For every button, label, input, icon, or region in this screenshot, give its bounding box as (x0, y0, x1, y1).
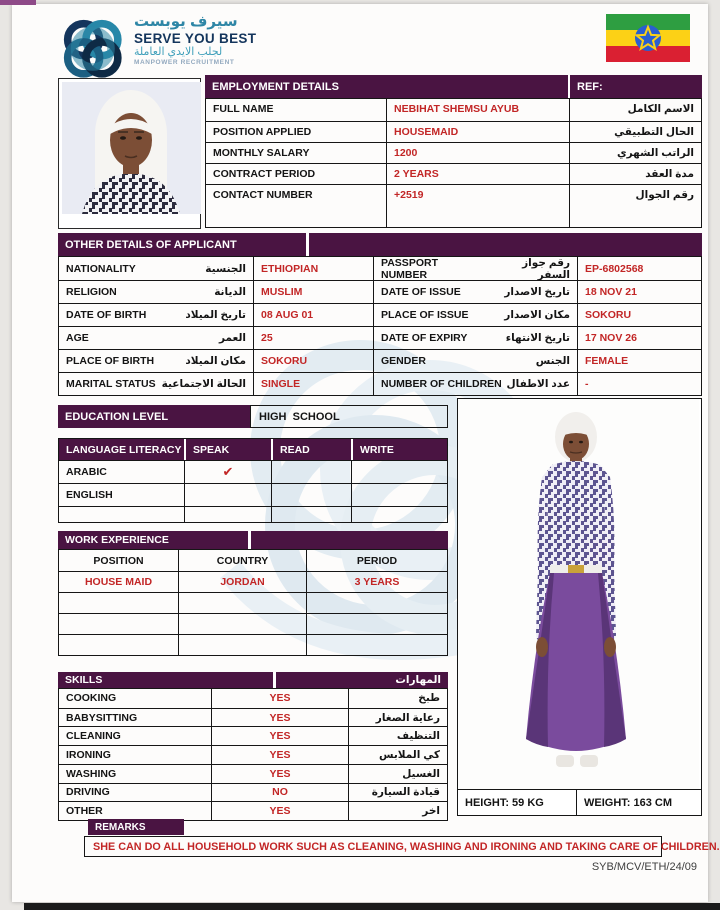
work-experience-header (58, 531, 448, 549)
column-header: WRITE (351, 439, 447, 460)
skill-value: NO (211, 783, 348, 802)
field-label-arabic: مدة العقد (569, 163, 701, 184)
field-value: - (577, 372, 701, 395)
skills-header (58, 672, 448, 688)
speak-checkmark: ✔ (184, 460, 271, 483)
field-value: FEMALE (577, 349, 701, 372)
skill-value: YES (211, 745, 348, 764)
skill-value: YES (211, 801, 348, 820)
field-value: SOKORU (577, 303, 701, 326)
agency-logo-icon (54, 10, 130, 86)
skill-name: CLEANING (59, 726, 211, 745)
field-value: EP-6802568 (577, 257, 701, 280)
field-value: 1200 (386, 142, 569, 163)
language-name: ARABIC (59, 460, 184, 483)
field-value: ETHIOPIAN (253, 257, 373, 280)
column-header: POSITION (93, 554, 144, 567)
field-value: 25 (253, 326, 373, 349)
ethiopia-flag-icon (606, 14, 690, 62)
read-cell (271, 483, 351, 506)
period-cell (306, 634, 447, 655)
other-details-header (58, 233, 702, 256)
field-label: DATE OF EXPIRY تاريخ الانتهاء (373, 326, 577, 349)
column-header: COUNTRY (178, 550, 306, 571)
field-label: CONTACT NUMBER (206, 184, 386, 227)
education-level-value: HIGH SCHOOL (250, 405, 448, 428)
field-label: NATIONALITY الجنسية (66, 262, 246, 275)
skill-name: BABYSITTING (59, 708, 211, 727)
remarks-text-box (84, 836, 720, 857)
field-label: MARITAL STATUS الحالة الاجتماعية (59, 372, 253, 395)
period-cell: 3 YEARS (306, 571, 447, 592)
skill-arabic: قيادة السيارة (348, 783, 447, 802)
position-cell (59, 634, 178, 655)
language-name: ENGLISH (59, 483, 184, 506)
field-label-arabic: الاسم الكامل (569, 99, 701, 121)
field-label: CONTRACT PERIOD (206, 163, 386, 184)
applicant-portrait-photo (58, 78, 201, 229)
other-details-title: OTHER DETAILS OF APPLICANT (65, 238, 237, 251)
skill-name: WASHING (59, 764, 211, 783)
header-divider (273, 672, 276, 688)
corner-accent-bar (0, 0, 36, 5)
language-name (59, 506, 184, 522)
field-label: AGE العمر (59, 326, 253, 349)
logo-arabic-subtitle: لجلب الايدي العاملة (134, 45, 223, 58)
work-experience-table (58, 549, 448, 656)
skill-name: COOKING (66, 692, 117, 705)
skills-title-arabic: المهارات (395, 674, 441, 686)
remarks-header: REMARKS (88, 819, 184, 835)
applicant-fullbody-photo (457, 398, 702, 816)
field-value: SINGLE (253, 372, 373, 395)
field-label-arabic: الحال التطبيقي (569, 121, 701, 142)
skill-arabic: الغسيل (348, 764, 447, 783)
speak-cell (184, 506, 271, 522)
skill-value: YES (211, 764, 348, 783)
skill-name: IRONING (59, 745, 211, 764)
work-experience-title: WORK EXPERIENCE (65, 534, 169, 546)
employment-details-table (205, 98, 702, 228)
field-label: DATE OF BIRTH تاريخ الميلاد (59, 303, 253, 326)
read-cell (271, 506, 351, 522)
skill-value: YES (211, 708, 348, 727)
skill-arabic: رعاية الصغار (348, 708, 447, 727)
agency-logo-text (134, 14, 294, 66)
country-cell: JORDAN (178, 571, 306, 592)
field-label: FULL NAME (213, 103, 274, 115)
period-cell (306, 592, 447, 613)
employment-details-header: EMPLOYMENT DETAILS (205, 75, 568, 98)
height-weight-row (458, 789, 701, 815)
position-cell (59, 592, 178, 613)
field-value: 08 AUG 01 (253, 303, 373, 326)
country-cell (178, 592, 306, 613)
field-label: NUMBER OF CHILDREN عدد الاطفال (373, 372, 577, 395)
header-divider (248, 531, 251, 549)
field-label-arabic: الراتب الشهري (569, 142, 701, 163)
ref-header: REF: (568, 75, 702, 98)
position-cell: HOUSE MAID (59, 571, 178, 592)
field-value: NEBIHAT SHEMSU AYUB (386, 99, 569, 121)
skill-arabic: التنظيف (348, 726, 447, 745)
write-cell (351, 460, 447, 483)
field-value: 18 NOV 21 (577, 280, 701, 303)
field-value: 2 YEARS (386, 163, 569, 184)
logo-title: SERVE YOU BEST (134, 30, 257, 46)
skills-title: SKILLS (65, 674, 103, 686)
field-label: DATE OF ISSUE تاريخ الاصدار (373, 280, 577, 303)
logo-subtitle: MANPOWER RECRUITMENT (134, 59, 235, 67)
period-cell (306, 613, 447, 634)
other-details-table (58, 256, 702, 396)
country-cell (178, 634, 306, 655)
field-value: +2519 (386, 184, 569, 227)
skills-table (58, 688, 448, 821)
field-label: POSITION APPLIED (206, 121, 386, 142)
field-label: RELIGION الديانة (59, 280, 253, 303)
field-value: MUSLIM (253, 280, 373, 303)
document-ref-code: SYB/MCV/ETH/24/09 (591, 861, 697, 873)
field-value: SOKORU (253, 349, 373, 372)
field-label: PLACE OF ISSUE مكان الاصدار (373, 303, 577, 326)
field-label: PLACE OF BIRTH مكان الميلاد (59, 349, 253, 372)
read-cell (271, 460, 351, 483)
country-cell (178, 613, 306, 634)
position-cell (59, 613, 178, 634)
skill-arabic: اخر (348, 801, 447, 820)
field-value: HOUSEMAID (386, 121, 569, 142)
write-cell (351, 506, 447, 522)
skill-arabic: طبخ (348, 689, 447, 708)
weight-value: WEIGHT: 163 CM (576, 790, 701, 815)
education-level-header: EDUCATION LEVEL (58, 405, 250, 428)
header-divider (306, 233, 309, 256)
skill-name: OTHER (59, 801, 211, 820)
field-label: GENDER الجنس (373, 349, 577, 372)
field-value: 17 NOV 26 (577, 326, 701, 349)
column-header: READ (271, 439, 351, 460)
logo-arabic-title: سيرف يوبست (134, 13, 238, 30)
language-literacy-table (58, 438, 448, 523)
field-label-arabic: رقم الجوال (569, 184, 701, 227)
column-header: PERIOD (306, 550, 447, 571)
scan-bottom-edge (24, 903, 720, 910)
write-cell (351, 483, 447, 506)
speak-cell (184, 483, 271, 506)
column-header: SPEAK (184, 439, 271, 460)
field-label: MONTHLY SALARY (206, 142, 386, 163)
skill-value: YES (211, 689, 348, 708)
height-value: HEIGHT: 59 KG (465, 796, 544, 809)
column-header: LANGUAGE LITERACY (59, 439, 184, 460)
skill-arabic: كي الملابس (348, 745, 447, 764)
remarks-text: SHE CAN DO ALL HOUSEHOLD WORK SUCH AS CLEANING, WASHING AND IRONING AND TAKING CARE OF CHILDREN. (93, 840, 720, 853)
skill-value: YES (211, 726, 348, 745)
field-label: PASSPORT NUMBER رقم جواز السفر (373, 257, 577, 280)
skill-name: DRIVING (59, 783, 211, 802)
